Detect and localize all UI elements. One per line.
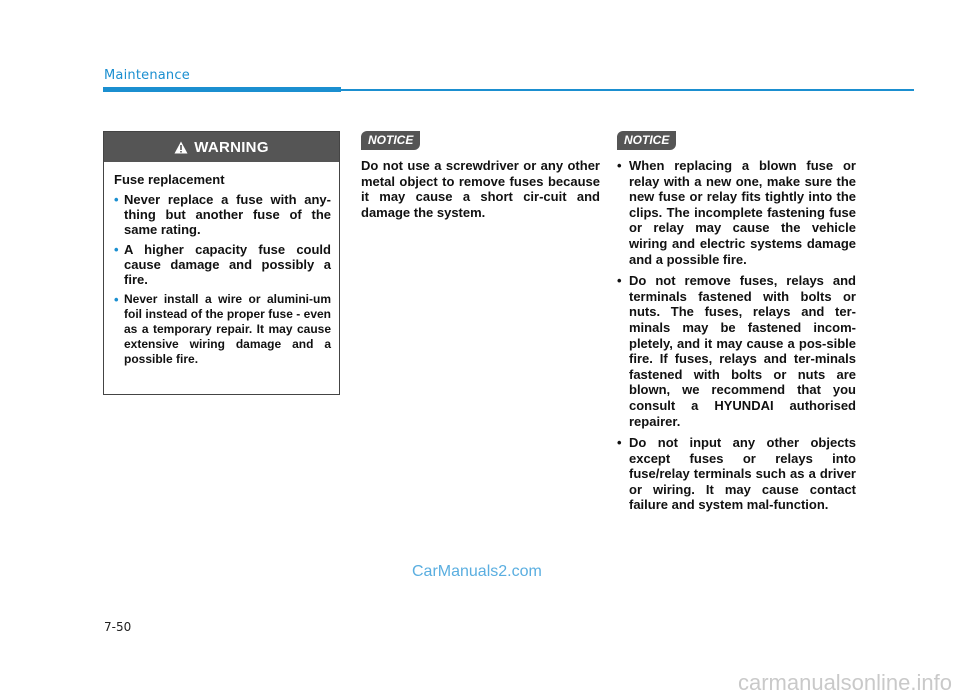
notice-item-text: When replacing a blown fuse or relay with a new one, make sure the new fuse or relay fits tightly into the clips. The incomplete fastening fuse or relay may cause the vehicle wiring and electric systems damage and a possible fire.	[629, 158, 856, 267]
warning-box	[103, 131, 340, 395]
notice-right-list	[617, 158, 856, 519]
watermark-link[interactable]: CarManuals2.com	[412, 563, 542, 580]
footer-watermark: carmanualsonline.info	[737, 670, 952, 695]
notice-item	[617, 158, 856, 267]
warning-title: WARNING	[194, 138, 269, 156]
bullet-icon: •	[114, 192, 119, 207]
warning-item	[114, 242, 331, 287]
header-rule-thin	[341, 89, 914, 91]
bullet-icon: •	[114, 292, 119, 307]
warning-item-text: Never install a wire or alumini-um foil instead of the proper fuse - even as a temporary repair. It may cause extensive wiring damage and a possible fire.	[124, 292, 331, 366]
section-title: Maintenance	[104, 68, 190, 83]
notice-middle-text: Do not use a screwdriver or any other metal object to remove fuses because it may cause a short cir-cuit and damage the system.	[361, 158, 600, 220]
warning-item	[114, 292, 331, 367]
page-number: 7-50	[104, 620, 132, 634]
warning-item-text: Never replace a fuse with any-thing but another fuse of the same rating.	[124, 192, 331, 237]
notice-badge-right: NOTICE	[617, 131, 676, 150]
warning-body	[104, 162, 339, 367]
bullet-icon: •	[114, 242, 119, 257]
warning-heading: Fuse replacement	[114, 172, 225, 187]
warning-item-text: A higher capacity fuse could cause damage and possibly a fire.	[124, 242, 331, 287]
notice-item	[617, 435, 856, 513]
header-rule-thick	[103, 87, 341, 92]
warning-header	[104, 132, 339, 162]
notice-item-text: Do not remove fuses, relays and terminals fastened with bolts or nuts. The fuses, relays and ter-minals may be fastened incom-pletely, and it may cause a pos-sible fire. If fuses, relays and ter-minals fastened with bolts or nuts are blown, we recommend that you consult a HYUNDAI authorised repairer.	[629, 273, 856, 429]
bullet-icon: •	[617, 158, 622, 173]
notice-badge-middle: NOTICE	[361, 131, 420, 150]
warning-list	[114, 192, 331, 367]
notice-item	[617, 273, 856, 429]
warning-triangle-icon	[174, 141, 188, 154]
bullet-icon: •	[617, 435, 622, 451]
bullet-icon: •	[617, 273, 622, 289]
warning-item	[114, 192, 331, 237]
notice-item-text: Do not input any other objects except fuses or relays into fuse/relay terminals such as a driver or wiring. It may cause contact failure and system mal-function.	[629, 435, 856, 513]
